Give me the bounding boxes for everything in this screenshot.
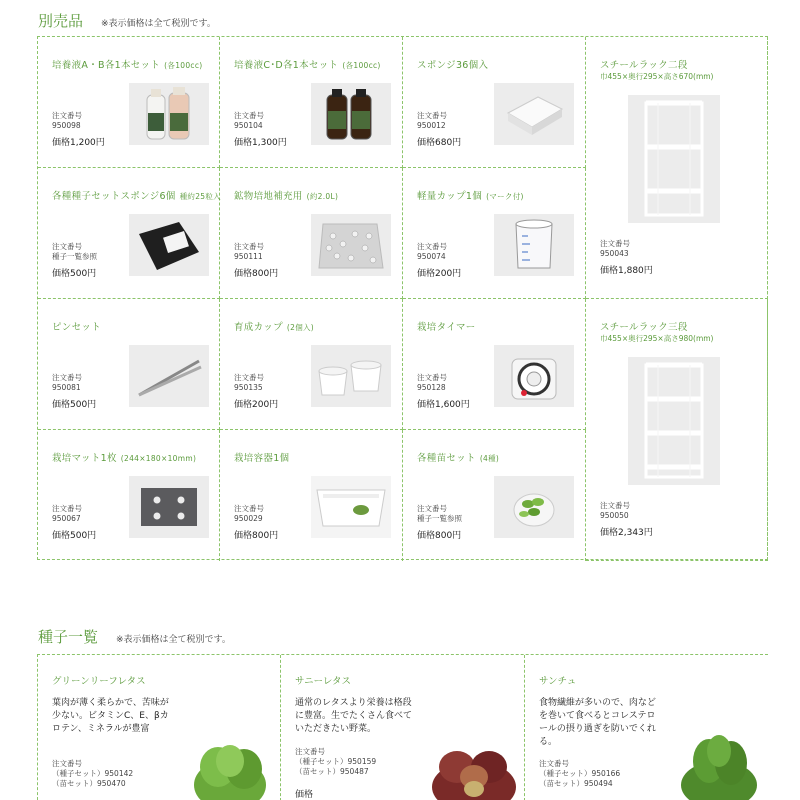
order-number: 950029: [234, 514, 263, 523]
product-card: [220, 430, 403, 561]
product-name: スチールラック三段: [600, 322, 688, 333]
product-card: [220, 299, 403, 430]
seed-description: 食物繊維が多いので、肉などを巻いて食べるとコレステロールの摂り過ぎを防いでくれる。: [539, 698, 656, 747]
growing-mat-icon: [129, 476, 209, 538]
product-name: 鉱物培地補充用 (約2.0L): [234, 191, 339, 202]
product-price: 価格200円: [417, 269, 462, 279]
product-price: 価格500円: [52, 531, 97, 541]
product-card: [586, 299, 768, 561]
product-name: 培養液C･D各1本セット (各100cc): [234, 60, 381, 71]
product-price: 価格1,200円: [52, 138, 105, 148]
mineral-medium-bag-icon: [311, 214, 391, 276]
growing-container-icon: [311, 476, 391, 538]
seed-set-number: （種子セット）950159: [295, 757, 377, 766]
seed-description: 葉肉が薄く柔らかで、苦味が少ない。ビタミンC、E、βカロテン、ミネラルが豊富: [52, 698, 169, 734]
product-price: 価格200円: [234, 400, 279, 410]
nutrient-bottles-cd-icon: [311, 83, 391, 145]
tax-note: ※表示価格は全て税別です。: [101, 19, 216, 29]
order-number-label: 注文番号: [417, 111, 447, 120]
accessories-title: 別売品: [38, 12, 84, 30]
order-number-label: 注文番号: [417, 504, 447, 513]
product-dimensions: 巾455×奥行295×高さ980(mm): [600, 334, 714, 343]
product-card: [38, 168, 220, 299]
product-name: 各種苗セット (4種): [417, 453, 500, 464]
measuring-cup-icon: [494, 214, 574, 276]
order-number: 950012: [417, 121, 446, 130]
seed-name: サニーレタス: [295, 676, 352, 687]
order-number: 950067: [52, 514, 81, 523]
order-number-label: 注文番号: [600, 501, 630, 510]
order-number-label: 注文番号: [295, 747, 325, 756]
seed-set-number: （種子セット）950166: [539, 769, 621, 778]
product-price: 価格800円: [234, 269, 279, 279]
order-number: 950104: [234, 121, 263, 130]
tax-note: ※表示価格は全て税別です。: [116, 635, 231, 645]
order-number-label: 注文番号: [417, 242, 447, 251]
order-number: 950098: [52, 121, 81, 130]
order-number: 950074: [417, 252, 446, 261]
seedling-set-number: （苗セット）950470: [52, 779, 126, 788]
product-name: スチールラック二段: [600, 60, 688, 71]
seed-name: グリーンリーフレタス: [52, 676, 146, 687]
tweezers-icon: [129, 345, 209, 407]
product-card: [38, 299, 220, 430]
accessories-grid: [37, 36, 768, 560]
product-name: 培養液A・B各1本セット (各100cc): [52, 60, 203, 71]
seedling-set-number: （苗セット）950487: [295, 767, 369, 776]
sponge-icon: [494, 83, 574, 145]
product-name: 栽培マット1枚 (244×180×10mm): [52, 453, 197, 464]
order-number: 950111: [234, 252, 263, 261]
product-name: 各種種子セットスポンジ6個 種約25粒入: [52, 191, 221, 202]
growing-cups-icon: [311, 345, 391, 407]
seeds-title: 種子一覧: [38, 628, 99, 646]
order-number-label: 注文番号: [600, 239, 630, 248]
order-number: 種子一覧参照: [52, 252, 97, 261]
product-name: スポンジ36個入: [417, 60, 489, 71]
timer-icon: [494, 345, 574, 407]
order-number: 950081: [52, 383, 81, 392]
order-number: 950135: [234, 383, 263, 392]
seed-price: 価格: [295, 790, 314, 800]
order-number-label: 注文番号: [234, 373, 264, 382]
product-price: 価格1,600円: [417, 400, 470, 410]
product-name: 育成カップ (2個入): [234, 322, 315, 333]
order-number: 950128: [417, 383, 446, 392]
order-number-label: 注文番号: [52, 759, 82, 768]
product-price: 価格800円: [417, 531, 462, 541]
seed-set-number: （種子セット）950142: [52, 769, 134, 778]
seedlings-icon: [494, 476, 574, 538]
order-number-label: 注文番号: [52, 111, 82, 120]
product-price: 価格800円: [234, 531, 279, 541]
order-number-label: 注文番号: [52, 242, 82, 251]
order-number-label: 注文番号: [52, 504, 82, 513]
product-card: [220, 37, 403, 168]
steel-rack-two-tier-icon: [628, 95, 720, 223]
product-name: ピンセット: [52, 322, 102, 333]
product-card: [403, 168, 586, 299]
product-price: 価格1,880円: [600, 266, 653, 276]
product-price: 価格500円: [52, 269, 97, 279]
product-name: 栽培容器1個: [234, 453, 290, 464]
product-price: 価格1,300円: [234, 138, 287, 148]
product-price: 価格680円: [417, 138, 462, 148]
seedling-set-number: （苗セット）950494: [539, 779, 613, 788]
accessories-header: [38, 10, 216, 31]
order-number-label: 注文番号: [234, 504, 264, 513]
order-number: 種子一覧参照: [417, 514, 462, 523]
order-number-label: 注文番号: [539, 759, 569, 768]
sangchu-icon: [675, 721, 763, 800]
seeds-header: [38, 626, 231, 647]
steel-rack-three-tier-icon: [628, 357, 720, 485]
product-card: [38, 37, 220, 168]
product-card: [403, 430, 586, 561]
product-name: 軽量カップ1個 (マーク付): [417, 191, 524, 202]
green-leaf-lettuce-icon: [188, 721, 272, 800]
product-card: [403, 299, 586, 430]
product-price: 価格500円: [52, 400, 97, 410]
order-number: 950050: [600, 511, 629, 520]
product-price: 価格2,343円: [600, 528, 653, 538]
product-card: [586, 37, 768, 299]
order-number-label: 注文番号: [417, 373, 447, 382]
product-card: [220, 168, 403, 299]
product-card: [38, 430, 220, 561]
seed-name: サンチュ: [539, 676, 577, 687]
seed-card: [38, 655, 281, 800]
product-card: [403, 37, 586, 168]
seed-description: 通常のレタスより栄養は格段に豊富。生でたくさん食べていただきたい野菜。: [295, 698, 413, 734]
seed-pack-icon: [129, 214, 209, 276]
seed-card: [525, 655, 769, 800]
order-number-label: 注文番号: [52, 373, 82, 382]
order-number: 950043: [600, 249, 629, 258]
product-name: 栽培タイマー: [417, 322, 476, 333]
sunny-lettuce-icon: [427, 727, 521, 800]
product-dimensions: 巾455×奥行295×高さ670(mm): [600, 72, 714, 81]
nutrient-bottles-ab-icon: [129, 83, 209, 145]
seed-card: [281, 655, 525, 800]
seeds-grid: [37, 654, 768, 800]
order-number-label: 注文番号: [234, 111, 264, 120]
order-number-label: 注文番号: [234, 242, 264, 251]
